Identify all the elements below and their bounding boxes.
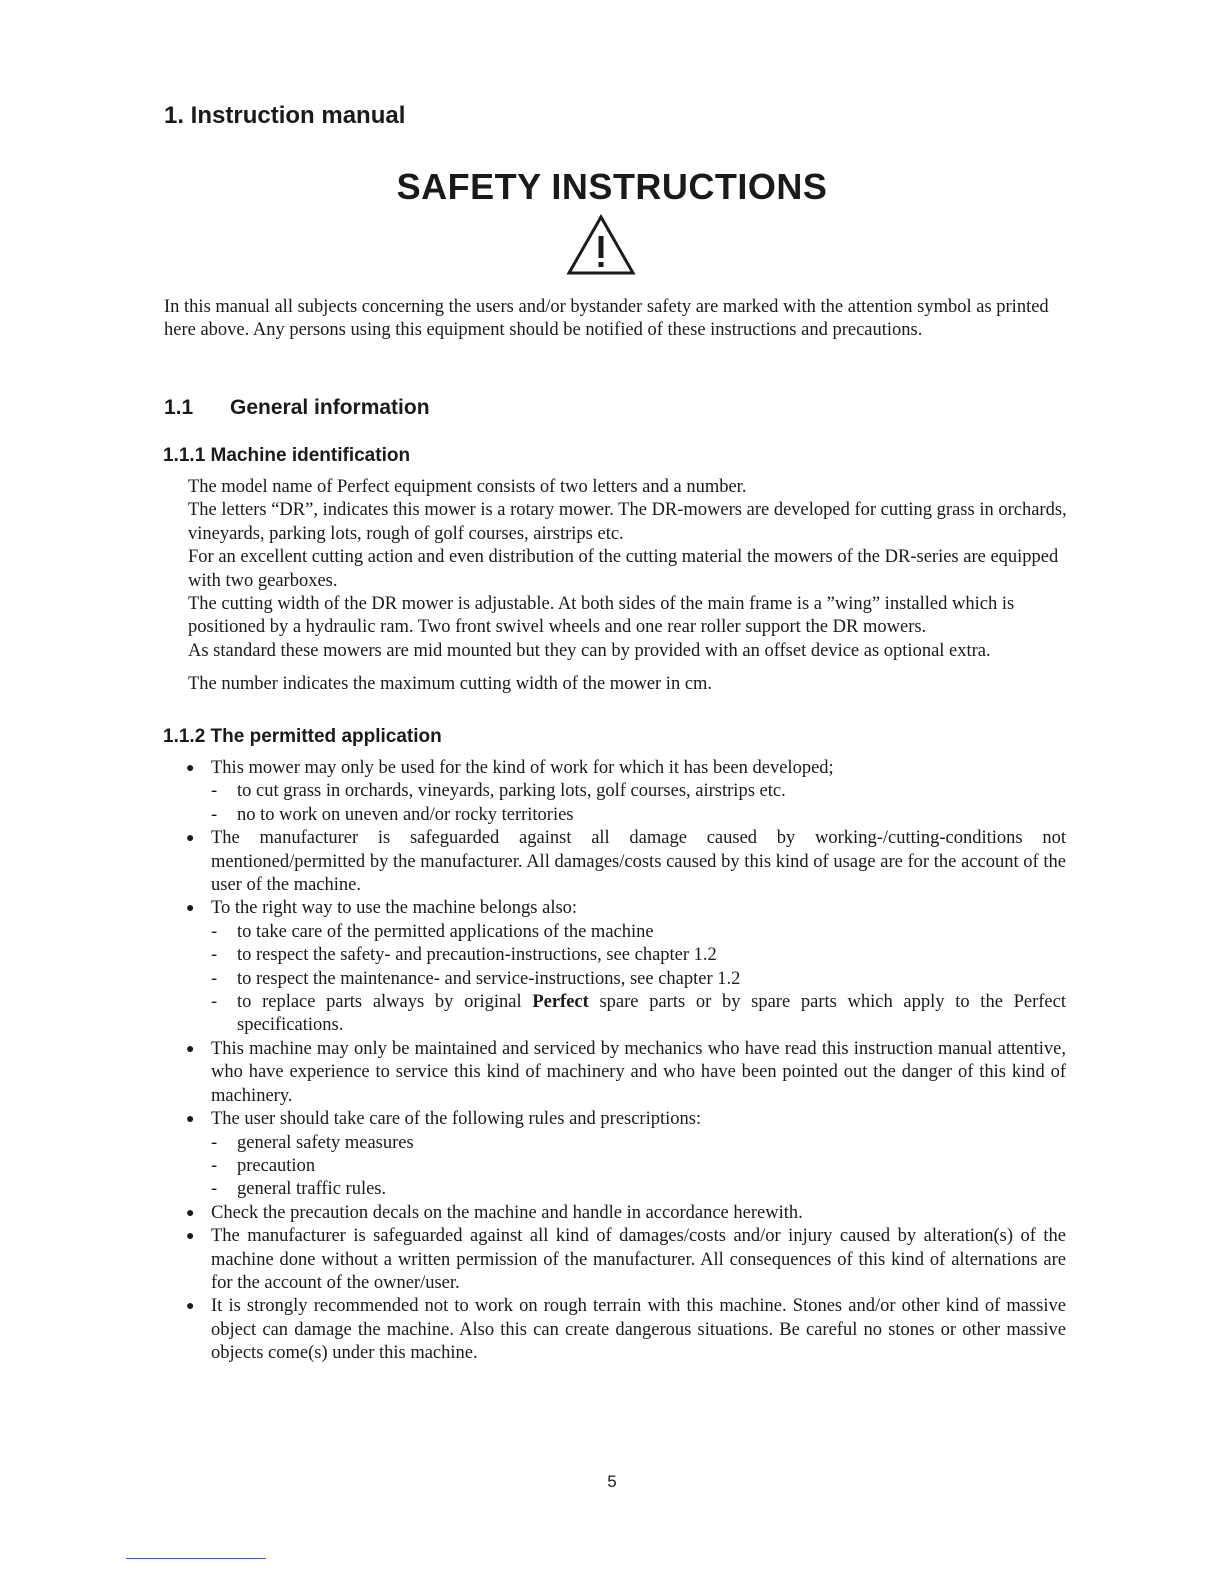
paragraph: As standard these mowers are mid mounted but they can by provided with an offset device as optional extra. xyxy=(188,640,991,661)
list-item-text: The user should take care of the following rules and prescriptions: xyxy=(211,1109,702,1130)
bullet-icon: ● xyxy=(186,761,195,776)
sub-list-item-text: to respect the maintenance- and service-instructions, see chapter 1.2 xyxy=(237,968,741,989)
dash-mark: - xyxy=(211,804,218,825)
sub-list-item-text: general traffic rules. xyxy=(237,1179,387,1200)
list-item-text: The manufacturer is safeguarded against all kind of damages/costs and/or injury caused by alteration(s) of the machine done without a written permission of the manufacturer. All consequences of this kind of alternations are for the account of the owner/user. xyxy=(211,1226,1066,1293)
section-heading-general-information xyxy=(164,396,430,420)
list-item xyxy=(186,757,1066,827)
sub-list-item-text: spare parts or by spare parts which apply to the Perfect specifications. xyxy=(237,992,1066,1036)
sub-list-item xyxy=(211,780,1066,803)
page-number: 5 xyxy=(607,1472,617,1491)
list-item-text: This machine may only be maintained and serviced by mechanics who have read this instruction manual attentive, who have experience to service this kind of machinery and who have been pointed out the danger of this kind of machinery. xyxy=(211,1038,1066,1106)
sub-list-item xyxy=(211,1178,1066,1201)
safety-instructions-title: SAFETY INSTRUCTIONS xyxy=(396,166,828,207)
sub-list-item-text: to cut grass in orchards, vineyards, parking lots, golf courses, airstrips etc. xyxy=(237,781,786,802)
dash-mark: - xyxy=(211,968,218,989)
paragraph: The number indicates the maximum cutting width of the mower in cm. xyxy=(188,674,713,695)
list-item xyxy=(186,1295,1066,1365)
list-item-text: This mower may only be used for the kind of work for which it has been developed; xyxy=(211,758,834,778)
list-item xyxy=(186,1202,1066,1225)
sub-list-item xyxy=(211,921,1066,944)
footer-divider xyxy=(126,1558,266,1559)
permitted-application-list xyxy=(186,757,1066,1366)
dash-mark: - xyxy=(211,1132,218,1153)
dash-mark: - xyxy=(211,945,218,966)
sub-list-item xyxy=(211,968,1066,991)
bullet-icon: ● xyxy=(186,1112,195,1128)
sub-list-item-text: general safety measures xyxy=(237,1132,414,1153)
brand-name-bold: Perfect xyxy=(532,992,589,1013)
dash-mark: - xyxy=(211,1155,218,1176)
sub-list-item xyxy=(211,804,1066,827)
sub-list-item xyxy=(211,991,1066,1038)
dash-mark: - xyxy=(211,1179,218,1200)
intro-paragraph: In this manual all subjects concerning the users and/or bystander safety are marked with the attention symbol as printed here above. Any persons using this equipment should be notified of these instructions and precautions. xyxy=(164,297,1049,340)
dash-mark: - xyxy=(211,921,218,942)
bullet-icon: ● xyxy=(186,1041,195,1057)
list-item-text: It is strongly recommended not to work on rough terrain with this machine. Stones and/or other kind of massive object can damage the machine. Also this can create dangerous situations. Be careful no stones or other massive objects come(s) under this machine. xyxy=(211,1296,1066,1364)
section-title: General information xyxy=(230,396,430,419)
paragraph: The model name of Perfect equipment consists of two letters and a number. xyxy=(188,477,747,497)
dash-mark: - xyxy=(211,781,218,802)
sub-list-item xyxy=(211,1132,1066,1155)
subsection-heading-permitted-application: 1.1.2 The permitted application xyxy=(163,726,442,747)
sub-list xyxy=(211,921,1066,1038)
sub-list-item-text: to respect the safety- and precaution-instructions, see chapter 1.2 xyxy=(237,945,717,966)
sub-list-item xyxy=(211,1155,1066,1178)
dash-mark: - xyxy=(211,992,218,1013)
list-item-text: Check the precaution decals on the machine and handle in accordance herewith. xyxy=(211,1202,803,1223)
list-item-text: To the right way to use the machine belongs also: xyxy=(211,898,578,919)
list-item xyxy=(186,1038,1066,1108)
sub-list-item-text: precaution xyxy=(237,1155,316,1176)
subsection-heading-machine-identification: 1.1.1 Machine identification xyxy=(163,445,411,466)
sub-list-item-text: no to work on uneven and/or rocky territories xyxy=(237,804,574,825)
list-item xyxy=(186,827,1066,897)
list-item-text: The manufacturer is safeguarded against all damage caused by working-/cutting-conditions not mentioned/permitted by the manufacturer. All damages/costs caused by this kind of usage are for the account of the user of the machine. xyxy=(211,828,1066,896)
bullet-icon: ● xyxy=(186,1205,195,1221)
bullet-icon: ● xyxy=(186,1229,195,1245)
bullet-icon: ● xyxy=(186,901,195,917)
sub-list xyxy=(211,1132,1066,1202)
bullet-icon: ● xyxy=(186,1299,195,1315)
paragraph: For an excellent cutting action and even distribution of the cutting material the mowers of the DR-series are equipped with two gearboxes. xyxy=(188,547,1059,591)
list-item xyxy=(186,897,1066,1037)
sub-list xyxy=(211,780,1066,827)
sub-list-item-text: to replace parts always by original xyxy=(237,992,533,1013)
paragraph: The cutting width of the DR mower is adjustable. At both sides of the main frame is a ”wing” installed which is positioned by a hydraulic ram. Two front swivel wheels and one rear roller support the DR mowers. xyxy=(188,594,1015,638)
sub-list-item-text: to take care of the permitted applications of the machine xyxy=(237,921,654,942)
machine-identification-text xyxy=(188,476,1068,697)
sub-list-item xyxy=(211,944,1066,967)
bullet-icon: ● xyxy=(186,831,195,847)
chapter-heading: 1. Instruction manual xyxy=(164,102,406,129)
list-item xyxy=(186,1108,1066,1202)
list-item xyxy=(186,1225,1066,1295)
warning-triangle-icon xyxy=(566,214,636,276)
paragraph: The letters “DR”, indicates this mower is a rotary mower. The DR-mowers are developed for cutting grass in orchards, vineyards, parking lots, rough of golf courses, airstrips etc. xyxy=(188,500,1067,544)
section-number: 1.1 xyxy=(164,396,194,419)
